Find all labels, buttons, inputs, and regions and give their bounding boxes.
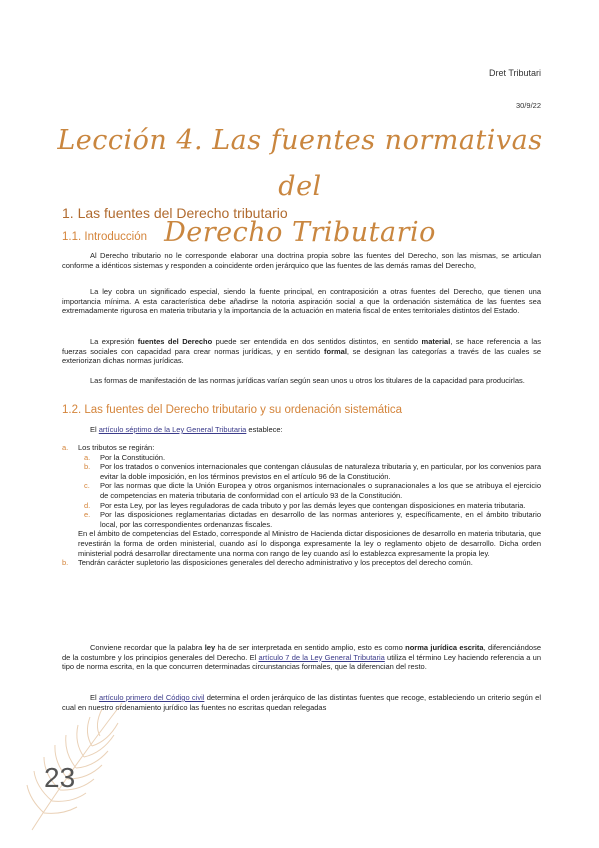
list-marker: a. (62, 443, 69, 452)
sublist-item-text: Por la Constitución. (100, 452, 166, 462)
sublist-item (62, 501, 541, 511)
paragraph-intro-4: Las formas de manifestación de las normas jurídicas varían según sean unos u otros los titulares de la capacidad para producirlas. (90, 376, 525, 385)
article-list (62, 443, 541, 568)
sublist-item (62, 481, 541, 500)
sublist-item (62, 453, 541, 463)
paragraph-article-intro: El artículo séptimo de la Ley General Tributaria establece: (90, 425, 283, 434)
subsection-heading-1-1: 1.1. Introducción (62, 231, 148, 243)
list-item-a-tail: En el ámbito de competencias del Estado, corresponde al Ministro de Hacienda dictar disposiciones de desarrollo en materia tributaria, que revestirán la forma de orden ministerial, cuando así lo disponga expresamente la ley o reglamento objeto de desarrollo. Dicha orden ministerial podrá desarrollar directamente una norma con rango de ley cuando así lo establezca expresamente la propia ley. (78, 529, 541, 558)
section-heading-1: 1. Las fuentes del Derecho tributario (62, 205, 288, 221)
lesson-title-line2: Derecho Tributario (164, 217, 436, 248)
sublist-item-text: Por las disposiciones reglamentarias dictadas en desarrollo de las normas anteriores y, específicamente, en el ámbito tributario local, por las correspondientes ordenanzas fiscales. (100, 510, 541, 529)
paragraph-codigo-civil: El artículo primero del Código civil determina el orden jerárquico de las distintas fuentes que recoge, estableciendo un criterio según el cual en nuestro ordenamiento jurídico las fuentes no escritas quedan relegadas (62, 693, 541, 712)
link-codigo-civil[interactable]: artículo primero del Código civil (98, 693, 205, 702)
sublist-item (62, 510, 541, 529)
list-marker: d. (84, 500, 91, 510)
paragraph-intro-2: La ley cobra un significado especial, siendo la fuente principal, en contraposición a otras fuentes del Derecho, que tienen una importancia mínima. A esta característica debe añadirse la notoria aspiración social a que la ordenación sistemática de las fuentes sea extremadamente rigurosa en materia tributaria y la importancia de la actuación en materia fiscal de entes territoriales distintos del Estado. (62, 287, 541, 316)
feather-decoration-icon (22, 695, 132, 835)
link-articulo-7[interactable]: artículo 7 de la Ley General Tributaria (258, 652, 385, 662)
link-articulo-septimo[interactable]: artículo séptimo de la Ley General Tributaria (98, 425, 247, 434)
list-item-b: b. Tendrán carácter supletorio las disposiciones generales del derecho administrativo y los preceptos del derecho común. (62, 558, 473, 568)
paragraph-ley: Conviene recordar que la palabra ley ha de ser interpretada en sentido amplio, esto es como norma jurídica escrita, diferenciándose de la costumbre y los principios generales del Derecho. El artículo 7 de la Ley General Tributaria utiliza el término Ley haciendo referencia a un tipo de norma escrita, en la que concurren determinadas circunstancias formales, que la diferencian del resto. (62, 643, 541, 672)
list-marker: b. (84, 462, 91, 472)
list-item-a: a. Los tributos se regirán: (62, 443, 155, 452)
lesson-title-line1: Lección 4. Las fuentes normativas del (57, 125, 543, 202)
page-number: 23 (44, 762, 76, 793)
sublist-item-text: Por las normas que dicte la Unión Europea y otros organismos internacionales o supranacionales a los que se atribuya el ejercicio de competencias en materia tributaria de conformidad con el artículo 93 de la Constitución. (100, 481, 541, 500)
list-marker: c. (84, 481, 90, 491)
sublist-item-text: Por los tratados o convenios internacionales que contengan cláusulas de naturaleza tributaria y, en particular, por los convenios para evitar la doble imposición, en los términos previstos en el artículo 96 de la Constitución. (100, 462, 541, 481)
course-name: Dret Tributari (488, 68, 541, 78)
list-marker: a. (84, 452, 91, 462)
sublist-item-text: Por esta Ley, por las leyes reguladoras de cada tributo y por las demás leyes que contengan disposiciones en materia tributaria. (100, 500, 526, 510)
list-marker: e. (84, 510, 91, 520)
list-marker: b. (62, 558, 69, 568)
sublist (62, 453, 541, 530)
subsection-heading-1-2: 1.2. Las fuentes del Derecho tributario y su ordenación sistemática (62, 404, 403, 416)
sublist-item (62, 462, 541, 481)
paragraph-intro-3: La expresión fuentes del Derecho puede ser entendida en dos sentidos distintos, en sentido material, se hace referencia a las fuerzas sociales con capacidad para crear normas jurídicas, y en sentido formal, se designan las categorías a través de las cuales se exteriorizan dichas normas jurídicas. (62, 337, 541, 366)
document-date: 30/9/22 (515, 101, 541, 110)
paragraph-intro-1: Al Derecho tributario no le corresponde elaborar una doctrina propia sobre las fuentes del Derecho, son las mismas, se articulan conforme a idénticos sistemas y responden a coincidente orden jerárquico que las fuentes de las demás ramas del Derecho, (62, 251, 541, 270)
